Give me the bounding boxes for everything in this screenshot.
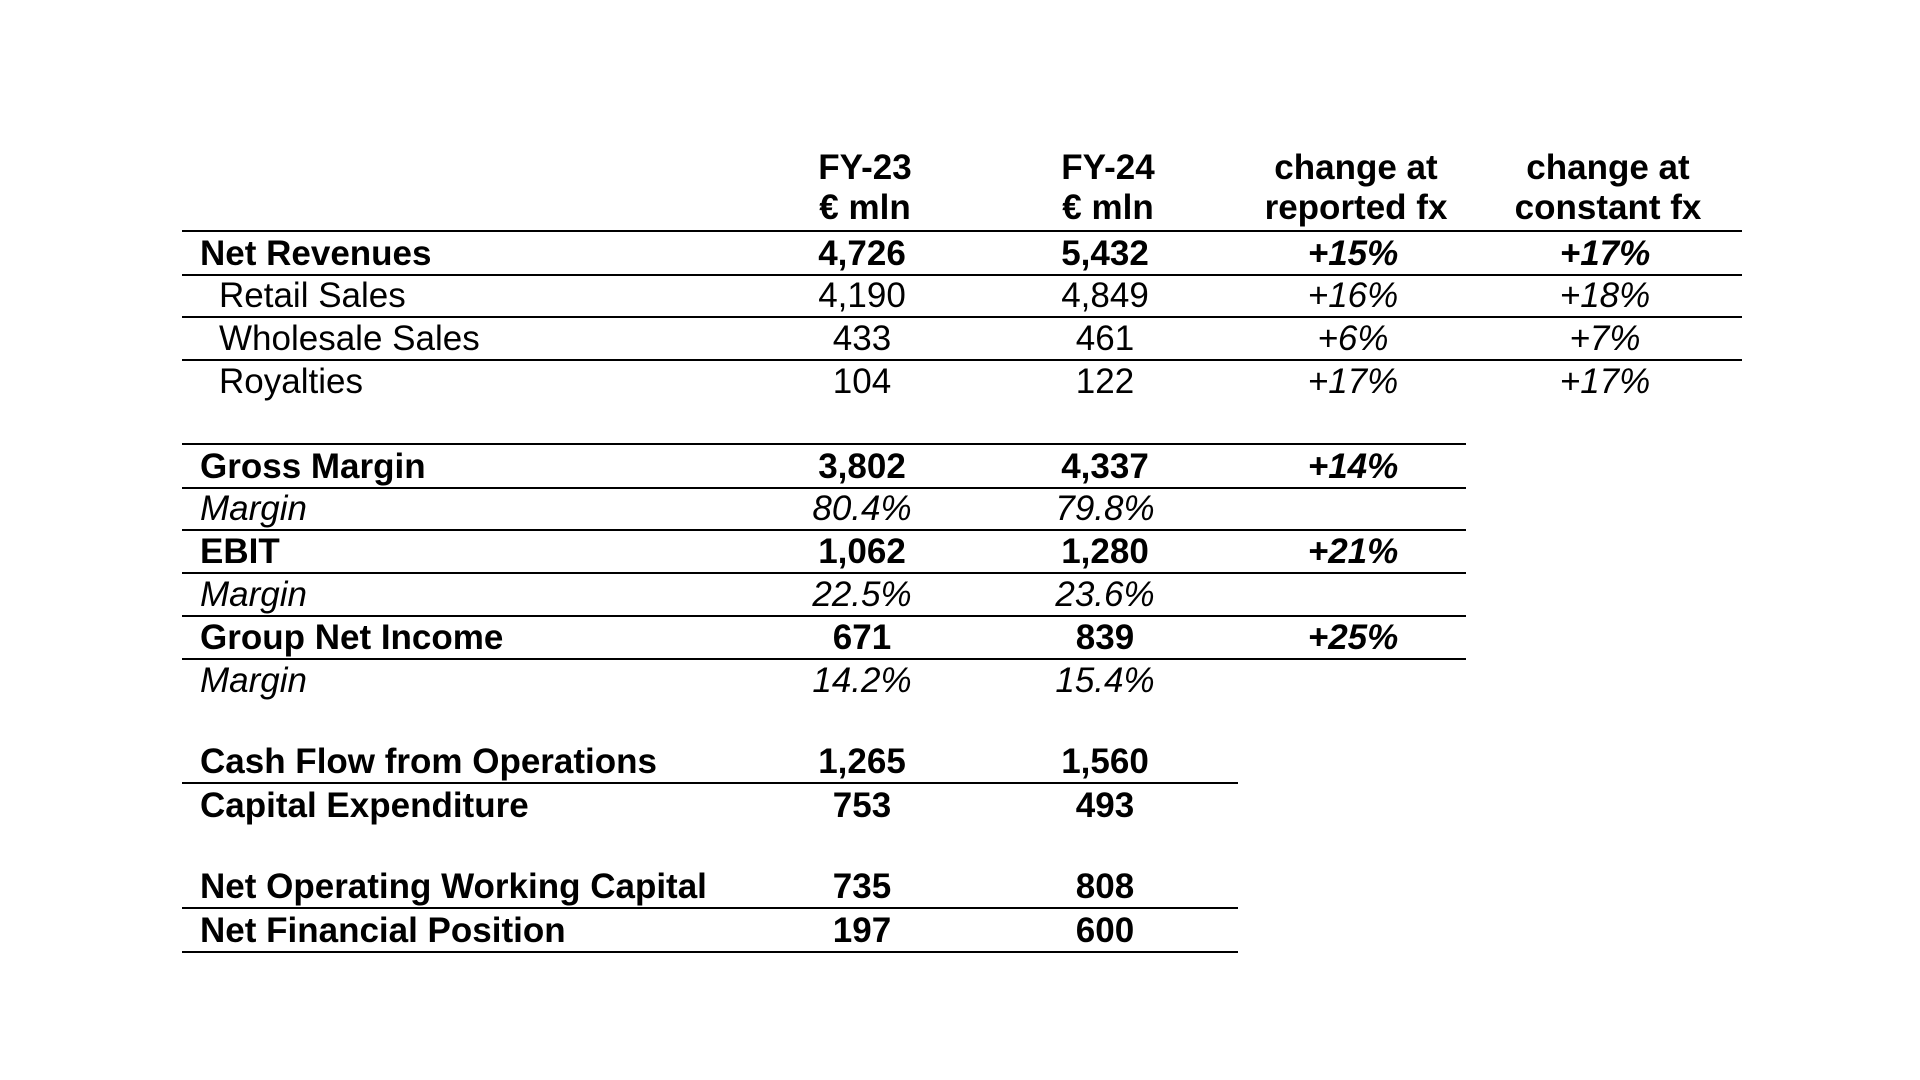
value-fy23: 3,802 — [818, 447, 906, 486]
table-row-group-net-income — [182, 616, 1466, 660]
value-change-reported: +6% — [1317, 319, 1389, 358]
value-fy24: 15.4% — [1055, 661, 1155, 700]
table-row-net-operating-working-capital — [182, 865, 1238, 909]
value-change-constant: +18% — [1559, 276, 1651, 315]
value-change-reported: +16% — [1307, 276, 1399, 315]
value-fy23: 735 — [832, 867, 892, 906]
value-fy24: 1,280 — [1061, 532, 1149, 571]
value-fy23: 104 — [832, 362, 892, 401]
value-fy23: 197 — [832, 911, 892, 950]
value-fy24: 839 — [1075, 618, 1135, 657]
header-change-reported-line2: reported fx — [1264, 188, 1448, 227]
value-change-constant: +7% — [1569, 319, 1641, 358]
row-label: Margin — [200, 575, 307, 614]
row-label: Net Revenues — [200, 234, 432, 273]
row-label: Net Financial Position — [200, 911, 566, 950]
value-fy24: 23.6% — [1055, 575, 1155, 614]
row-label: Group Net Income — [200, 618, 504, 657]
value-fy23: 4,726 — [818, 234, 906, 273]
value-fy24: 461 — [1075, 319, 1135, 358]
value-fy23: 433 — [832, 319, 892, 358]
header-change-constant-line1: change at — [1526, 148, 1690, 187]
row-label: Wholesale Sales — [219, 319, 480, 358]
table-row-gross-margin-pct — [182, 487, 1466, 531]
table-row-gross-margin — [182, 443, 1466, 489]
value-fy23: 1,265 — [818, 742, 906, 781]
row-label: Retail Sales — [219, 276, 406, 315]
table-row-net-revenues — [182, 230, 1742, 276]
value-change-reported: +17% — [1307, 362, 1399, 401]
value-fy23: 1,062 — [818, 532, 906, 571]
value-fy24: 600 — [1075, 911, 1135, 950]
row-label: Margin — [200, 489, 307, 528]
value-fy24: 122 — [1075, 362, 1135, 401]
header-fy24-unit: € mln — [1062, 188, 1154, 227]
row-label: EBIT — [200, 532, 280, 571]
value-fy24: 1,560 — [1061, 742, 1149, 781]
value-fy23: 80.4% — [812, 489, 912, 528]
row-label: Cash Flow from Operations — [200, 742, 657, 781]
table-row-ebit — [182, 530, 1466, 574]
table-row-royalties — [182, 360, 1742, 402]
row-label: Gross Margin — [200, 447, 426, 486]
value-fy23: 4,190 — [818, 276, 906, 315]
table-row-wholesale-sales — [182, 317, 1742, 361]
value-change-reported: +21% — [1307, 532, 1399, 571]
header-fy24-year: FY-24 — [1061, 148, 1155, 187]
value-change-reported: +15% — [1307, 234, 1399, 273]
value-fy24: 79.8% — [1055, 489, 1155, 528]
value-fy23: 22.5% — [812, 575, 912, 614]
value-fy24: 5,432 — [1061, 234, 1149, 273]
row-label: Capital Expenditure — [200, 786, 529, 825]
value-change-constant: +17% — [1559, 362, 1651, 401]
row-label: Margin — [200, 661, 307, 700]
value-change-reported: +14% — [1307, 447, 1399, 486]
header-change-reported-line1: change at — [1274, 148, 1438, 187]
value-fy23: 671 — [832, 618, 892, 657]
table-row-net-income-margin-pct — [182, 659, 1466, 701]
header-change-constant-line2: constant fx — [1514, 188, 1702, 227]
value-fy24: 493 — [1075, 786, 1135, 825]
header-fy23 — [745, 148, 985, 228]
header-fy23-year: FY-23 — [818, 148, 912, 187]
value-fy24: 4,337 — [1061, 447, 1149, 486]
value-fy24: 4,849 — [1061, 276, 1149, 315]
table-row-ebit-margin-pct — [182, 573, 1466, 617]
value-change-reported: +25% — [1307, 618, 1399, 657]
table-row-retail-sales — [182, 274, 1742, 318]
header-fy24 — [988, 148, 1228, 228]
value-fy23: 753 — [832, 786, 892, 825]
row-label: Royalties — [219, 362, 363, 401]
header-change-reported — [1236, 148, 1476, 228]
value-change-constant: +17% — [1559, 234, 1651, 273]
table-row-capital-expenditure — [182, 784, 1238, 826]
header-change-constant — [1488, 148, 1728, 228]
row-label: Net Operating Working Capital — [200, 867, 707, 906]
value-fy23: 14.2% — [812, 661, 912, 700]
header-fy23-unit: € mln — [819, 188, 911, 227]
table-row-net-financial-position — [182, 909, 1238, 953]
table-row-cash-flow-operations — [182, 740, 1238, 784]
value-fy24: 808 — [1075, 867, 1135, 906]
